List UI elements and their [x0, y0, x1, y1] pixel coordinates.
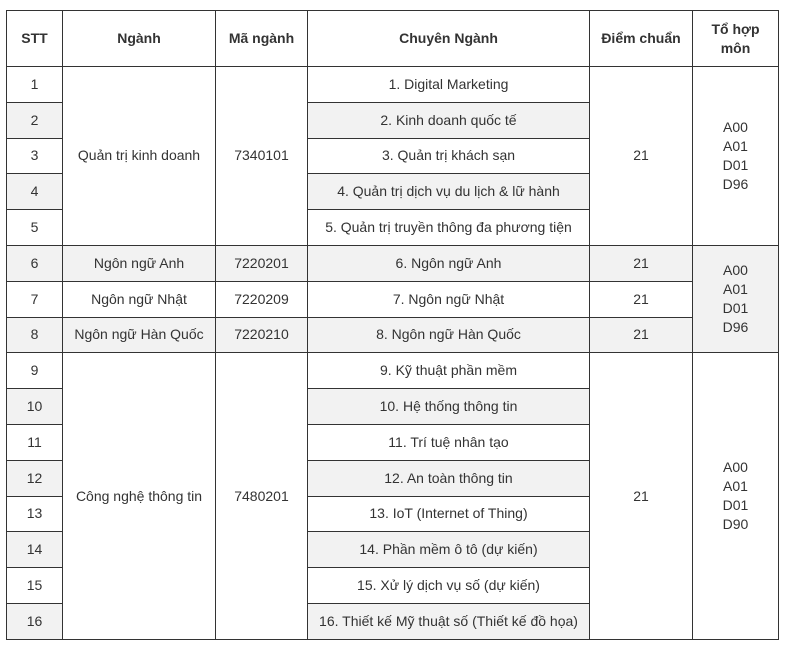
stt-cell: 7 [7, 281, 63, 317]
stt-cell: 5 [7, 210, 63, 246]
stt-cell: 12 [7, 460, 63, 496]
nganh-cell: Quản trị kinh doanh [63, 67, 216, 246]
diem-chuan-cell: 21 [590, 67, 693, 246]
to-hop-item: D01 [722, 156, 749, 173]
to-hop-item: D96 [722, 175, 749, 192]
ma-nganh-cell: 7220209 [216, 281, 308, 317]
stt-cell: 10 [7, 389, 63, 425]
to-hop-item: A00 [723, 118, 748, 135]
header-nganh: Ngành [63, 11, 216, 67]
to-hop-item: A01 [723, 137, 748, 154]
stt-cell: 9 [7, 353, 63, 389]
header-to-hop-mon: Tổ hợp môn [693, 11, 779, 67]
chuyen-nganh-cell: 12. An toàn thông tin [308, 460, 590, 496]
chuyen-nganh-cell: 7. Ngôn ngữ Nhật [308, 281, 590, 317]
to-hop-item: D96 [722, 319, 749, 336]
nganh-cell: Công nghệ thông tin [63, 353, 216, 639]
header-diem-chuan: Điểm chuẩn [590, 11, 693, 67]
to-hop-item: D01 [722, 497, 749, 514]
diem-chuan-cell: 21 [590, 245, 693, 281]
ma-nganh-cell: 7480201 [216, 353, 308, 639]
to-hop-item: A01 [723, 281, 748, 298]
to-hop-item: D01 [722, 300, 749, 317]
chuyen-nganh-cell: 1. Digital Marketing [308, 67, 590, 103]
header-stt: STT [7, 11, 63, 67]
stt-cell: 1 [7, 67, 63, 103]
stt-cell: 2 [7, 102, 63, 138]
nganh-cell: Ngôn ngữ Nhật [63, 281, 216, 317]
to-hop-item: A00 [723, 262, 748, 279]
chuyen-nganh-cell: 13. IoT (Internet of Thing) [308, 496, 590, 532]
stt-cell: 13 [7, 496, 63, 532]
chuyen-nganh-cell: 3. Quản trị khách sạn [308, 138, 590, 174]
chuyen-nganh-cell: 9. Kỹ thuật phần mềm [308, 353, 590, 389]
to-hop-cell [693, 353, 779, 639]
to-hop-item: A00 [723, 459, 748, 476]
chuyen-nganh-cell: 10. Hệ thống thông tin [308, 389, 590, 425]
admission-table [6, 10, 779, 640]
stt-cell: 11 [7, 424, 63, 460]
stt-cell: 15 [7, 568, 63, 604]
ma-nganh-cell: 7220201 [216, 245, 308, 281]
diem-chuan-cell: 21 [590, 281, 693, 317]
to-hop-cell [693, 245, 779, 352]
table-row [7, 245, 779, 281]
stt-cell: 3 [7, 138, 63, 174]
chuyen-nganh-cell: 15. Xử lý dịch vụ số (dự kiến) [308, 568, 590, 604]
chuyen-nganh-cell: 16. Thiết kế Mỹ thuật số (Thiết kế đồ họa) [308, 603, 590, 639]
chuyen-nganh-cell: 5. Quản trị truyền thông đa phương tiện [308, 210, 590, 246]
header-ma-nganh: Mã ngành [216, 11, 308, 67]
stt-cell: 4 [7, 174, 63, 210]
stt-cell: 16 [7, 603, 63, 639]
stt-cell: 6 [7, 245, 63, 281]
stt-cell: 8 [7, 317, 63, 353]
to-hop-cell [693, 67, 779, 246]
header-row [7, 11, 779, 67]
nganh-cell: Ngôn ngữ Anh [63, 245, 216, 281]
chuyen-nganh-cell: 11. Trí tuệ nhân tạo [308, 424, 590, 460]
diem-chuan-cell: 21 [590, 353, 693, 639]
table-row [7, 317, 779, 353]
table-row [7, 281, 779, 317]
table-row [7, 67, 779, 103]
nganh-cell: Ngôn ngữ Hàn Quốc [63, 317, 216, 353]
diem-chuan-cell: 21 [590, 317, 693, 353]
ma-nganh-cell: 7220210 [216, 317, 308, 353]
stt-cell: 14 [7, 532, 63, 568]
to-hop-item: A01 [723, 478, 748, 495]
chuyen-nganh-cell: 4. Quản trị dịch vụ du lịch & lữ hành [308, 174, 590, 210]
chuyen-nganh-cell: 14. Phần mềm ô tô (dự kiến) [308, 532, 590, 568]
table-row [7, 353, 779, 389]
chuyen-nganh-cell: 6. Ngôn ngữ Anh [308, 245, 590, 281]
ma-nganh-cell: 7340101 [216, 67, 308, 246]
header-chuyen-nganh: Chuyên Ngành [308, 11, 590, 67]
to-hop-item: D90 [722, 516, 749, 533]
chuyen-nganh-cell: 2. Kinh doanh quốc tế [308, 102, 590, 138]
chuyen-nganh-cell: 8. Ngôn ngữ Hàn Quốc [308, 317, 590, 353]
